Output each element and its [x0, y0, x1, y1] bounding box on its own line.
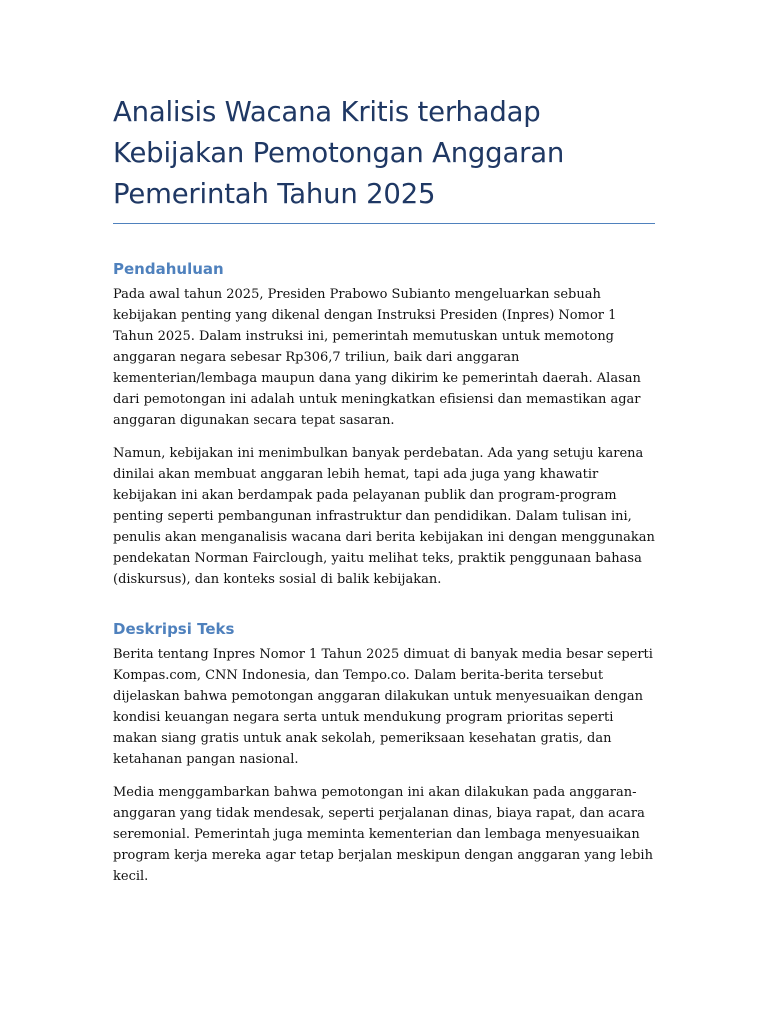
section-heading: Pendahuluan [113, 260, 224, 278]
section-pendahuluan [113, 258, 658, 590]
paragraph: Namun, kebijakan ini menimbulkan banyak perdebatan. Ada yang setuju karena dinilai akan membuat anggaran lebih hemat, tapi ada juga yang khawatir kebijakan ini akan berdampak pada pelayanan publik dan program-program penting seperti pembangunan infrastruktur dan pendidikan. Dalam tulisan ini, penulis akan menganalisis wacana dari berita kebijakan ini dengan menggunakan pendekatan Norman Fairclough, yaitu melihat teks, praktik penggunaan bahasa (diskursus), dan konteks sosial di balik kebijakan. [113, 446, 655, 587]
document-page [113, 92, 658, 915]
paragraph: Media menggambarkan bahwa pemotongan ini akan dilakukan pada anggaran-anggaran yang tidak mendesak, seperti perjalanan dinas, biaya rapat, dan acara seremonial. Pemerintah juga meminta kementerian dan lembaga menyesuaikan program kerja mereka agar tetap berjalan meskipun dengan anggaran yang lebih kecil. [113, 785, 653, 884]
document-title: Analisis Wacana Kritis terhadap Kebijakan Pemotongan Anggaran Pemerintah Tahun 2025 [113, 96, 565, 210]
paragraph: Pada awal tahun 2025, Presiden Prabowo Subianto mengeluarkan sebuah kebijakan penting yang dikenal dengan Instruksi Presiden (Inpres) Nomor 1 Tahun 2025. Dalam instruksi ini, pemerintah memutuskan untuk memotong anggaran negara sebesar Rp306,7 triliun, baik dari anggaran kementerian/lembaga maupun dana yang dikirim ke pemerintah daerah. Alasan dari pemotongan ini adalah untuk meningkatkan efisiensi dan memastikan agar anggaran digunakan secara tepat sasaran. [113, 287, 641, 428]
section-heading: Deskripsi Teks [113, 620, 235, 638]
section-deskripsi-teks [113, 618, 658, 887]
title-underline-rule [113, 223, 655, 224]
paragraph: Berita tentang Inpres Nomor 1 Tahun 2025 dimuat di banyak media besar seperti Kompas.com, CNN Indonesia, dan Tempo.co. Dalam berita-berita tersebut dijelaskan bahwa pemotongan anggaran dilakukan untuk menyesuaikan dengan kondisi keuangan negara serta untuk mendukung program prioritas seperti makan siang gratis untuk anak sekolah, pemeriksaan kesehatan gratis, dan ketahanan pangan nasional. [113, 647, 653, 767]
